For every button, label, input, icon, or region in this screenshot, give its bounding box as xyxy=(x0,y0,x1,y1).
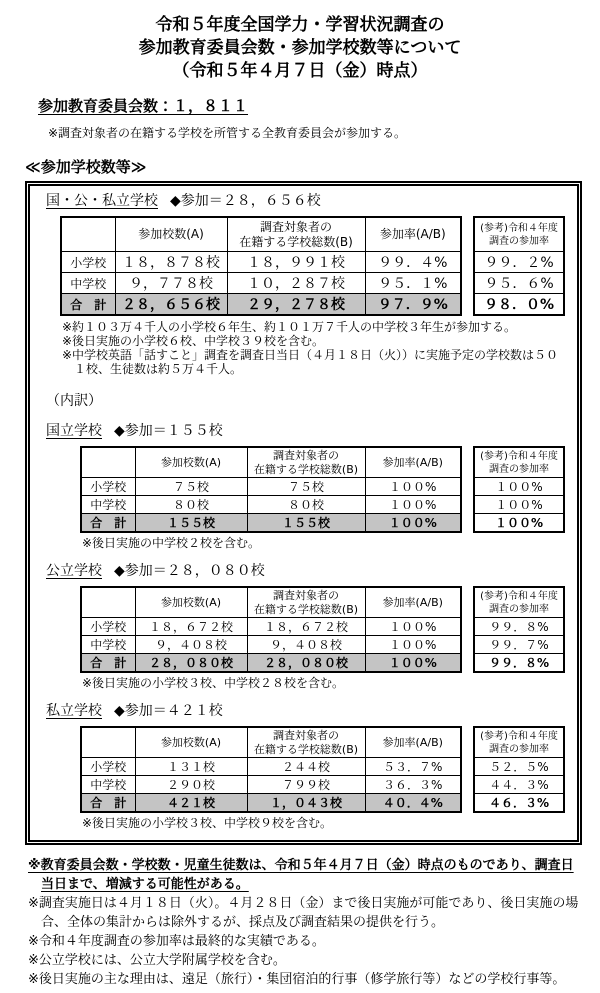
ref-header-row xyxy=(474,217,564,252)
table-cell: ９９．８% xyxy=(474,654,564,673)
table-row-elementary xyxy=(61,252,461,273)
col-header-total xyxy=(247,447,365,478)
section-participation-count: ◆参加＝２８，０８０校 xyxy=(114,563,265,579)
table-cell: １３１校 xyxy=(135,758,247,776)
participation-table xyxy=(80,446,462,533)
row-label: 小学校 xyxy=(81,618,135,636)
table-cell: ９５．６% xyxy=(474,273,564,294)
table-cell: １００% xyxy=(365,654,461,673)
table-cell: １，０４３校 xyxy=(247,794,365,813)
table-cell: ９９．２% xyxy=(474,252,564,273)
section-name: 国立学校 xyxy=(46,423,102,439)
ref-header-line1: (参考)令和４年度 xyxy=(480,730,558,742)
participation-table xyxy=(80,726,462,813)
tables-row xyxy=(46,586,565,673)
table-cell: １００% xyxy=(365,478,461,496)
tables-row xyxy=(46,446,565,533)
table-cell: ８０校 xyxy=(135,496,247,514)
table-cell: ９７．９% xyxy=(365,294,461,316)
ref-header xyxy=(474,447,564,478)
table-cell: ７９９校 xyxy=(247,776,365,794)
tables-row xyxy=(46,216,565,316)
table-cell: ９，７７８校 xyxy=(115,273,227,294)
section-title xyxy=(46,563,565,580)
col-header-total-line2: 在籍する学校総数(B) xyxy=(253,462,359,476)
table-row-elementary xyxy=(81,758,461,776)
table-header-row xyxy=(81,587,461,618)
table-cell: １８，８７８校 xyxy=(115,252,227,273)
ref-header-line2: 調査の参加率 xyxy=(489,235,549,247)
reference-table xyxy=(473,586,565,673)
ref-header-line2: 調査の参加率 xyxy=(489,603,549,615)
table-cell: １００% xyxy=(365,636,461,654)
table-row-total xyxy=(81,794,461,813)
ref-header-line1: (参考)令和４年度 xyxy=(480,590,558,602)
reference-table xyxy=(473,216,565,316)
empty-corner-cell xyxy=(81,447,135,478)
table-cell: １００% xyxy=(365,618,461,636)
table-cell: １００% xyxy=(474,478,564,496)
section-notes xyxy=(82,676,565,690)
table-cell: ９，４０８校 xyxy=(247,636,365,654)
ref-row-junior-high xyxy=(474,496,564,514)
table-cell: ５３．７% xyxy=(365,758,461,776)
table-cell: ４６．３% xyxy=(474,794,564,813)
row-label: 合 計 xyxy=(81,514,135,533)
breakdown-label: （内訳） xyxy=(46,393,102,409)
title-line-2: 参加教育委員会数・参加学校数等について xyxy=(138,38,462,58)
ref-row-total xyxy=(474,294,564,316)
col-header-total xyxy=(247,727,365,758)
section-title xyxy=(46,423,565,440)
table-cell: １５５校 xyxy=(135,514,247,533)
note: ※後日実施の小学校６校、中学校３９校を含む。 xyxy=(62,334,325,348)
empty-corner-cell xyxy=(61,217,115,252)
table-cell: ２９，２７８校 xyxy=(227,294,365,316)
col-header-total-line1: 調査対象者の xyxy=(273,448,339,462)
section-participation-count: ◆参加＝１５５校 xyxy=(114,423,223,439)
table-cell: １００% xyxy=(365,514,461,533)
document-page xyxy=(0,14,600,993)
section-notes xyxy=(82,536,565,550)
col-header-total-line2: 在籍する学校総数(B) xyxy=(253,742,359,756)
col-header-rate: 参加率(A/B) xyxy=(365,217,461,252)
table-cell: １５５校 xyxy=(247,514,365,533)
table-header-row xyxy=(81,447,461,478)
table-cell: ９９．４% xyxy=(365,252,461,273)
table-cell: １８，９９１校 xyxy=(227,252,365,273)
row-label: 中学校 xyxy=(81,636,135,654)
col-header-total-line1: 調査対象者の xyxy=(273,728,339,742)
committee-note: ※調査対象者の在籍する学校を所管する全教育委員会が参加する。 xyxy=(48,126,407,140)
ref-row-junior-high xyxy=(474,636,564,654)
ref-header-row xyxy=(474,727,564,758)
table-header-row xyxy=(81,727,461,758)
participation-table xyxy=(80,586,462,673)
table-cell: ９９．７% xyxy=(474,636,564,654)
table-cell: ４２１校 xyxy=(135,794,247,813)
section-national-schools xyxy=(46,423,565,550)
table-row-junior-high xyxy=(81,776,461,794)
ref-row-elementary xyxy=(474,252,564,273)
empty-corner-cell xyxy=(81,727,135,758)
table-cell: ２８，０８０校 xyxy=(247,654,365,673)
title-line-3: （令和５年４月７日（金）時点） xyxy=(172,61,428,81)
ref-header-line1: (参考)令和４年度 xyxy=(480,450,558,462)
ref-row-elementary xyxy=(474,618,564,636)
table-cell: １８，６７２校 xyxy=(135,618,247,636)
table-row-total xyxy=(81,654,461,673)
row-label: 合 計 xyxy=(81,794,135,813)
table-cell: １００% xyxy=(474,514,564,533)
col-header-participating: 参加校数(A) xyxy=(135,727,247,758)
row-label: 中学校 xyxy=(81,776,135,794)
ref-row-elementary xyxy=(474,478,564,496)
ref-header-line2: 調査の参加率 xyxy=(489,743,549,755)
col-header-participating: 参加校数(A) xyxy=(135,447,247,478)
row-label: 合 計 xyxy=(81,654,135,673)
table-cell: ４４．３% xyxy=(474,776,564,794)
col-header-rate: 参加率(A/B) xyxy=(365,447,461,478)
table-cell: ９９．８% xyxy=(474,618,564,636)
row-label: 中学校 xyxy=(81,496,135,514)
section-title xyxy=(46,703,565,720)
table-cell: ８０校 xyxy=(247,496,365,514)
footer-note: ※後日実施の主な理由は、遠足（旅行）・集団宿泊的行事（修学旅行等）などの学校行事等。 xyxy=(28,972,566,987)
note: ※後日実施の中学校２校を含む。 xyxy=(82,536,261,550)
section-name: 公立学校 xyxy=(46,563,102,579)
table-row-junior-high xyxy=(61,273,461,294)
col-header-total-line2: 在籍する学校総数(B) xyxy=(239,234,353,249)
col-header-total-line2: 在籍する学校総数(B) xyxy=(253,602,359,616)
participation-box xyxy=(25,181,582,845)
section-title xyxy=(46,193,565,210)
col-header-total-line1: 調査対象者の xyxy=(273,588,339,602)
section-participation-count: ◆参加＝４２１校 xyxy=(114,703,223,719)
table-cell: ２９０校 xyxy=(135,776,247,794)
ref-row-total xyxy=(474,794,564,813)
note: ※後日実施の小学校３校、中学校９校を含む。 xyxy=(82,816,333,830)
table-cell: １８，６７２校 xyxy=(247,618,365,636)
table-cell: １００% xyxy=(365,496,461,514)
section-notes xyxy=(62,320,565,376)
ref-row-total xyxy=(474,514,564,533)
row-label: 小学校 xyxy=(81,758,135,776)
committee-count: 参加教育委員会数：１，８１１ xyxy=(38,97,249,115)
ref-header xyxy=(474,217,564,252)
section-participation-count: ◆参加＝２８，６５６校 xyxy=(170,193,321,209)
section-name: 国・公・私立学校 xyxy=(46,193,158,209)
footer-notes xyxy=(28,856,584,989)
table-cell: ９５．１% xyxy=(365,273,461,294)
table-cell: ９８．０% xyxy=(474,294,564,316)
ref-header-row xyxy=(474,587,564,618)
table-cell: ９，４０８校 xyxy=(135,636,247,654)
col-header-total xyxy=(227,217,365,252)
table-row-junior-high xyxy=(81,496,461,514)
table-row-total xyxy=(61,294,461,316)
section-public-schools xyxy=(46,563,565,690)
note: ※後日実施の小学校３校、中学校２８校を含む。 xyxy=(82,676,345,690)
col-header-participating: 参加校数(A) xyxy=(115,217,227,252)
section-private-schools xyxy=(46,703,565,830)
footer-note: ※令和４年度調査の参加率は最終的な実績である。 xyxy=(28,934,325,949)
empty-corner-cell xyxy=(81,587,135,618)
table-cell: ７５校 xyxy=(135,478,247,496)
row-label: 小学校 xyxy=(81,478,135,496)
reference-table xyxy=(473,446,565,533)
reference-table xyxy=(473,726,565,813)
table-cell: ２８，０８０校 xyxy=(135,654,247,673)
row-label: 小学校 xyxy=(61,252,115,273)
ref-header xyxy=(474,587,564,618)
section-notes xyxy=(82,816,565,830)
col-header-total-line1: 調査対象者の xyxy=(259,219,332,234)
row-label: 合 計 xyxy=(61,294,115,316)
ref-header-row xyxy=(474,447,564,478)
footer-note-emphasized: ※教育委員会数・学校数・児童生徒数は、令和５年４月７日（金）時点のものであり、調査日当日まで、増減する可能性がある。 xyxy=(28,858,574,892)
section-all-schools xyxy=(46,193,565,376)
ref-header xyxy=(474,727,564,758)
ref-row-junior-high xyxy=(474,273,564,294)
footer-note: ※公立学校には、公立大学附属学校を含む。 xyxy=(28,953,286,968)
participation-table xyxy=(60,216,462,316)
note: ※中学校英語「話すこと」調査を調査日当日（４月１８日（火））に実施予定の学校数は５０１校、生徒数は約５万４千人。 xyxy=(62,348,559,376)
ref-row-total xyxy=(474,654,564,673)
table-row-total xyxy=(81,514,461,533)
schools-section-heading: ≪参加学校数等≫ xyxy=(25,158,147,176)
ref-header-line2: 調査の参加率 xyxy=(489,463,549,475)
col-header-rate: 参加率(A/B) xyxy=(365,727,461,758)
table-row-elementary xyxy=(81,478,461,496)
tables-row xyxy=(46,726,565,813)
note: ※約１０３万４千人の小学校６年生、約１０１万７千人の中学校３年生が参加する。 xyxy=(62,320,517,334)
table-row-junior-high xyxy=(81,636,461,654)
ref-row-junior-high xyxy=(474,776,564,794)
table-header-row xyxy=(61,217,461,252)
section-name: 私立学校 xyxy=(46,703,102,719)
page-title xyxy=(0,14,600,83)
col-header-participating: 参加校数(A) xyxy=(135,587,247,618)
table-cell: ７５校 xyxy=(247,478,365,496)
table-row-elementary xyxy=(81,618,461,636)
col-header-total xyxy=(247,587,365,618)
table-cell: ３６．３% xyxy=(365,776,461,794)
ref-header-line1: (参考)令和４年度 xyxy=(480,222,558,234)
ref-row-elementary xyxy=(474,758,564,776)
table-cell: ２４４校 xyxy=(247,758,365,776)
row-label: 中学校 xyxy=(61,273,115,294)
title-line-1: 令和５年度全国学力・学習状況調査の xyxy=(155,15,445,35)
table-cell: ５２．５% xyxy=(474,758,564,776)
col-header-rate: 参加率(A/B) xyxy=(365,587,461,618)
table-cell: １００% xyxy=(474,496,564,514)
table-cell: ４０．４% xyxy=(365,794,461,813)
table-cell: ２８，６５６校 xyxy=(115,294,227,316)
table-cell: １０，２８７校 xyxy=(227,273,365,294)
footer-note: ※調査実施日は４月１８日（火）。４月２８日（金）まで後日実施が可能であり、後日実施の場合、全体の集計からは除外するが、採点及び調査結果の提供を行う。 xyxy=(28,896,579,930)
